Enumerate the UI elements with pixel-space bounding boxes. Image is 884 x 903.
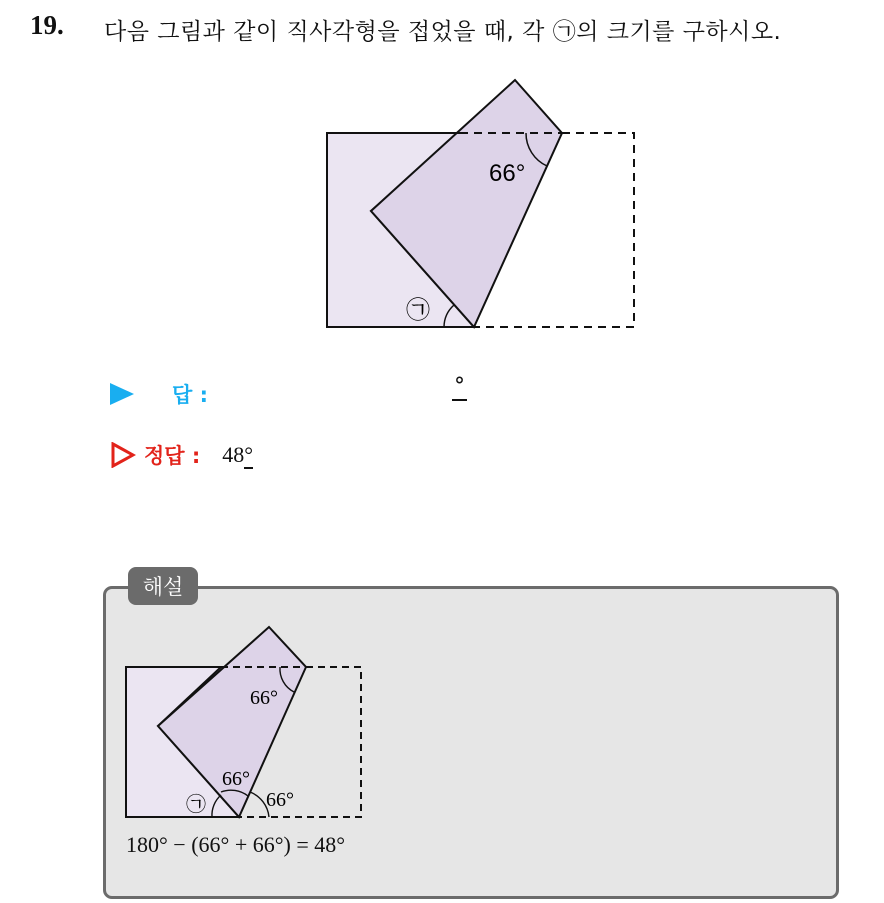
correct-answer-label: 정답 :: [144, 444, 201, 468]
answer-unit: °: [454, 374, 465, 399]
answer-blank[interactable]: [452, 374, 467, 399]
correct-marker-icon: [110, 442, 136, 468]
explanation-unknown-label: ㉠: [186, 792, 206, 816]
answer-label: 답 :: [172, 383, 208, 407]
explanation-equation: 180° − (66° + 66°) = 48°: [126, 832, 346, 857]
question-text: 다음 그림과 같이 직사각형을 접었을 때, 각 ㉠의 크기를 구하시오.: [104, 19, 782, 45]
correct-answer-value: 48°: [222, 442, 254, 467]
unknown-angle-label: ㉠: [406, 296, 430, 324]
explanation-angle-right: 66°: [266, 789, 294, 811]
explanation-angle-top: 66°: [250, 687, 278, 709]
angle-label-66: 66°: [489, 160, 526, 187]
explanation-tag: 해설: [128, 567, 198, 605]
correct-answer-row: [110, 439, 253, 471]
explanation-figure: [0, 600, 884, 830]
question-number: 19.: [30, 10, 64, 40]
answer-marker-icon: [110, 383, 134, 405]
folded-rectangle-figure: [0, 0, 884, 360]
explanation-angle-mid: 66°: [222, 768, 250, 790]
answer-row: [110, 378, 208, 410]
